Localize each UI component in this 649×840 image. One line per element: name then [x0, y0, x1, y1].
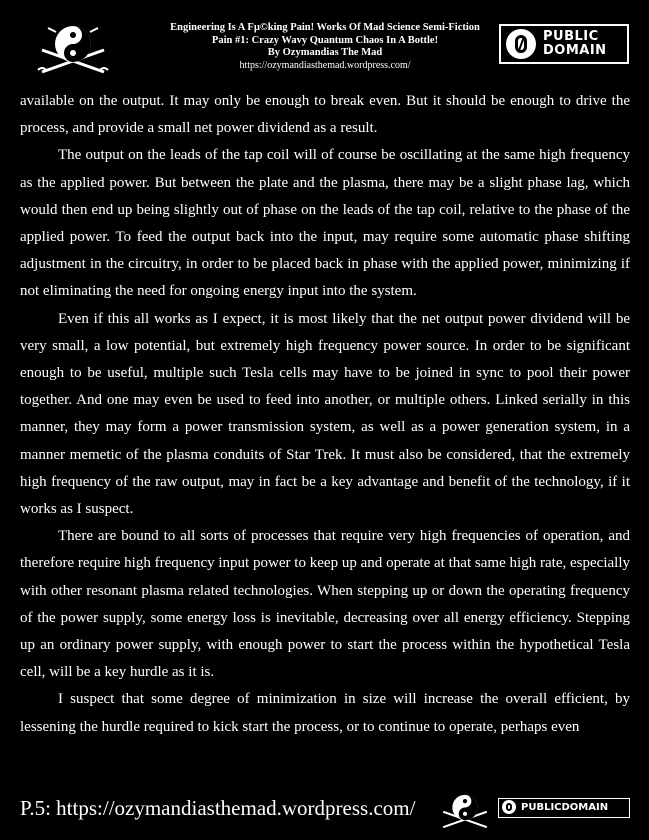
- footer-page-label[interactable]: P.5: https://ozymandiasthemad.wordpress.com/: [20, 796, 416, 820]
- public-domain-badge: [499, 24, 629, 64]
- badge-line-public: PUBLIC: [543, 29, 599, 44]
- paragraph: I suspect that some degree of minimization in size will increase the overall efficient, by lessening the hurdle required to kick start the process, or to continue to operate, perhaps even: [20, 691, 630, 735]
- header-series-title: Engineering Is A Fµ©king Pain! Works Of Mad Science Semi-Fiction: [170, 22, 480, 33]
- paragraph: There are bound to all sorts of processes that require very high frequencies of operation, and therefore require high frequency input power to keep up and operate at that same high rate, especially with other resonant plasma related technologies. When stepping up or down the operating frequency of the power supply, some energy loss is inevitable, decreasing over all energy efficiency. Stepping up an ordinary power supply, with enough power to start the process within the hypothetical Tesla cell, will be a key hurdle as it is.: [20, 528, 630, 681]
- jolly-roger-yin-yang-logo: [36, 22, 110, 76]
- body-text: [20, 88, 630, 741]
- public-domain-badge-small: [498, 798, 630, 818]
- public-domain-zero-icon: [506, 29, 536, 59]
- public-domain-zero-icon-small: [502, 800, 516, 814]
- page-footer: [0, 790, 649, 840]
- page-header: [0, 0, 649, 85]
- badge-small-text: PUBLICDOMAIN: [521, 802, 609, 813]
- paragraph: available on the output. It may only be enough to break even. But it should be enough to drive the process, and provide a small net power dividend as a result.: [20, 93, 630, 137]
- header-episode-title: Pain #1: Crazy Wavy Quantum Chaos In A Bottle!: [211, 34, 439, 46]
- header-author: By Ozymandias The Mad: [267, 47, 383, 58]
- badge-line-domain: DOMAIN: [543, 43, 607, 58]
- paragraph: The output on the leads of the tap coil will of course be oscillating at the same high frequency as the applied power. But between the plate and the plasma, there may be a slight phase lag, which would then end up being slightly out of phase on the leads of the tap coil, relative to the phase of the applied power. To feed the output back into the input, may require some automatic phase shifting adjustment in the circuitry, in order to be placed back in phase with the applied power, minimizing if not eliminating the need for ongoing energy input into the system.: [20, 147, 630, 300]
- paragraph: Even if this all works as I expect, it is most likely that the net output power dividend will be very small, a low potential, but extremely high frequency power source. In order to be significant enough to be useful, multiple such Tesla cells may have to be joined in sync to pool their power together. And one may even be used to feed into another, or multiple others. Linked serially in this manner, they may form a power transmission system, as well as a power generation system, in a manner memetic of the plasma conduits of Star Trek. It must also be considered, that the extremely high frequency of the raw output, may in fact be a key advantage and benefit of the technology, if it works as I suspect.: [20, 310, 630, 518]
- header-title-block: [150, 22, 500, 72]
- header-url[interactable]: https://ozymandiasthemad.wordpress.com/: [239, 59, 411, 71]
- jolly-roger-yin-yang-logo-small: [438, 792, 492, 830]
